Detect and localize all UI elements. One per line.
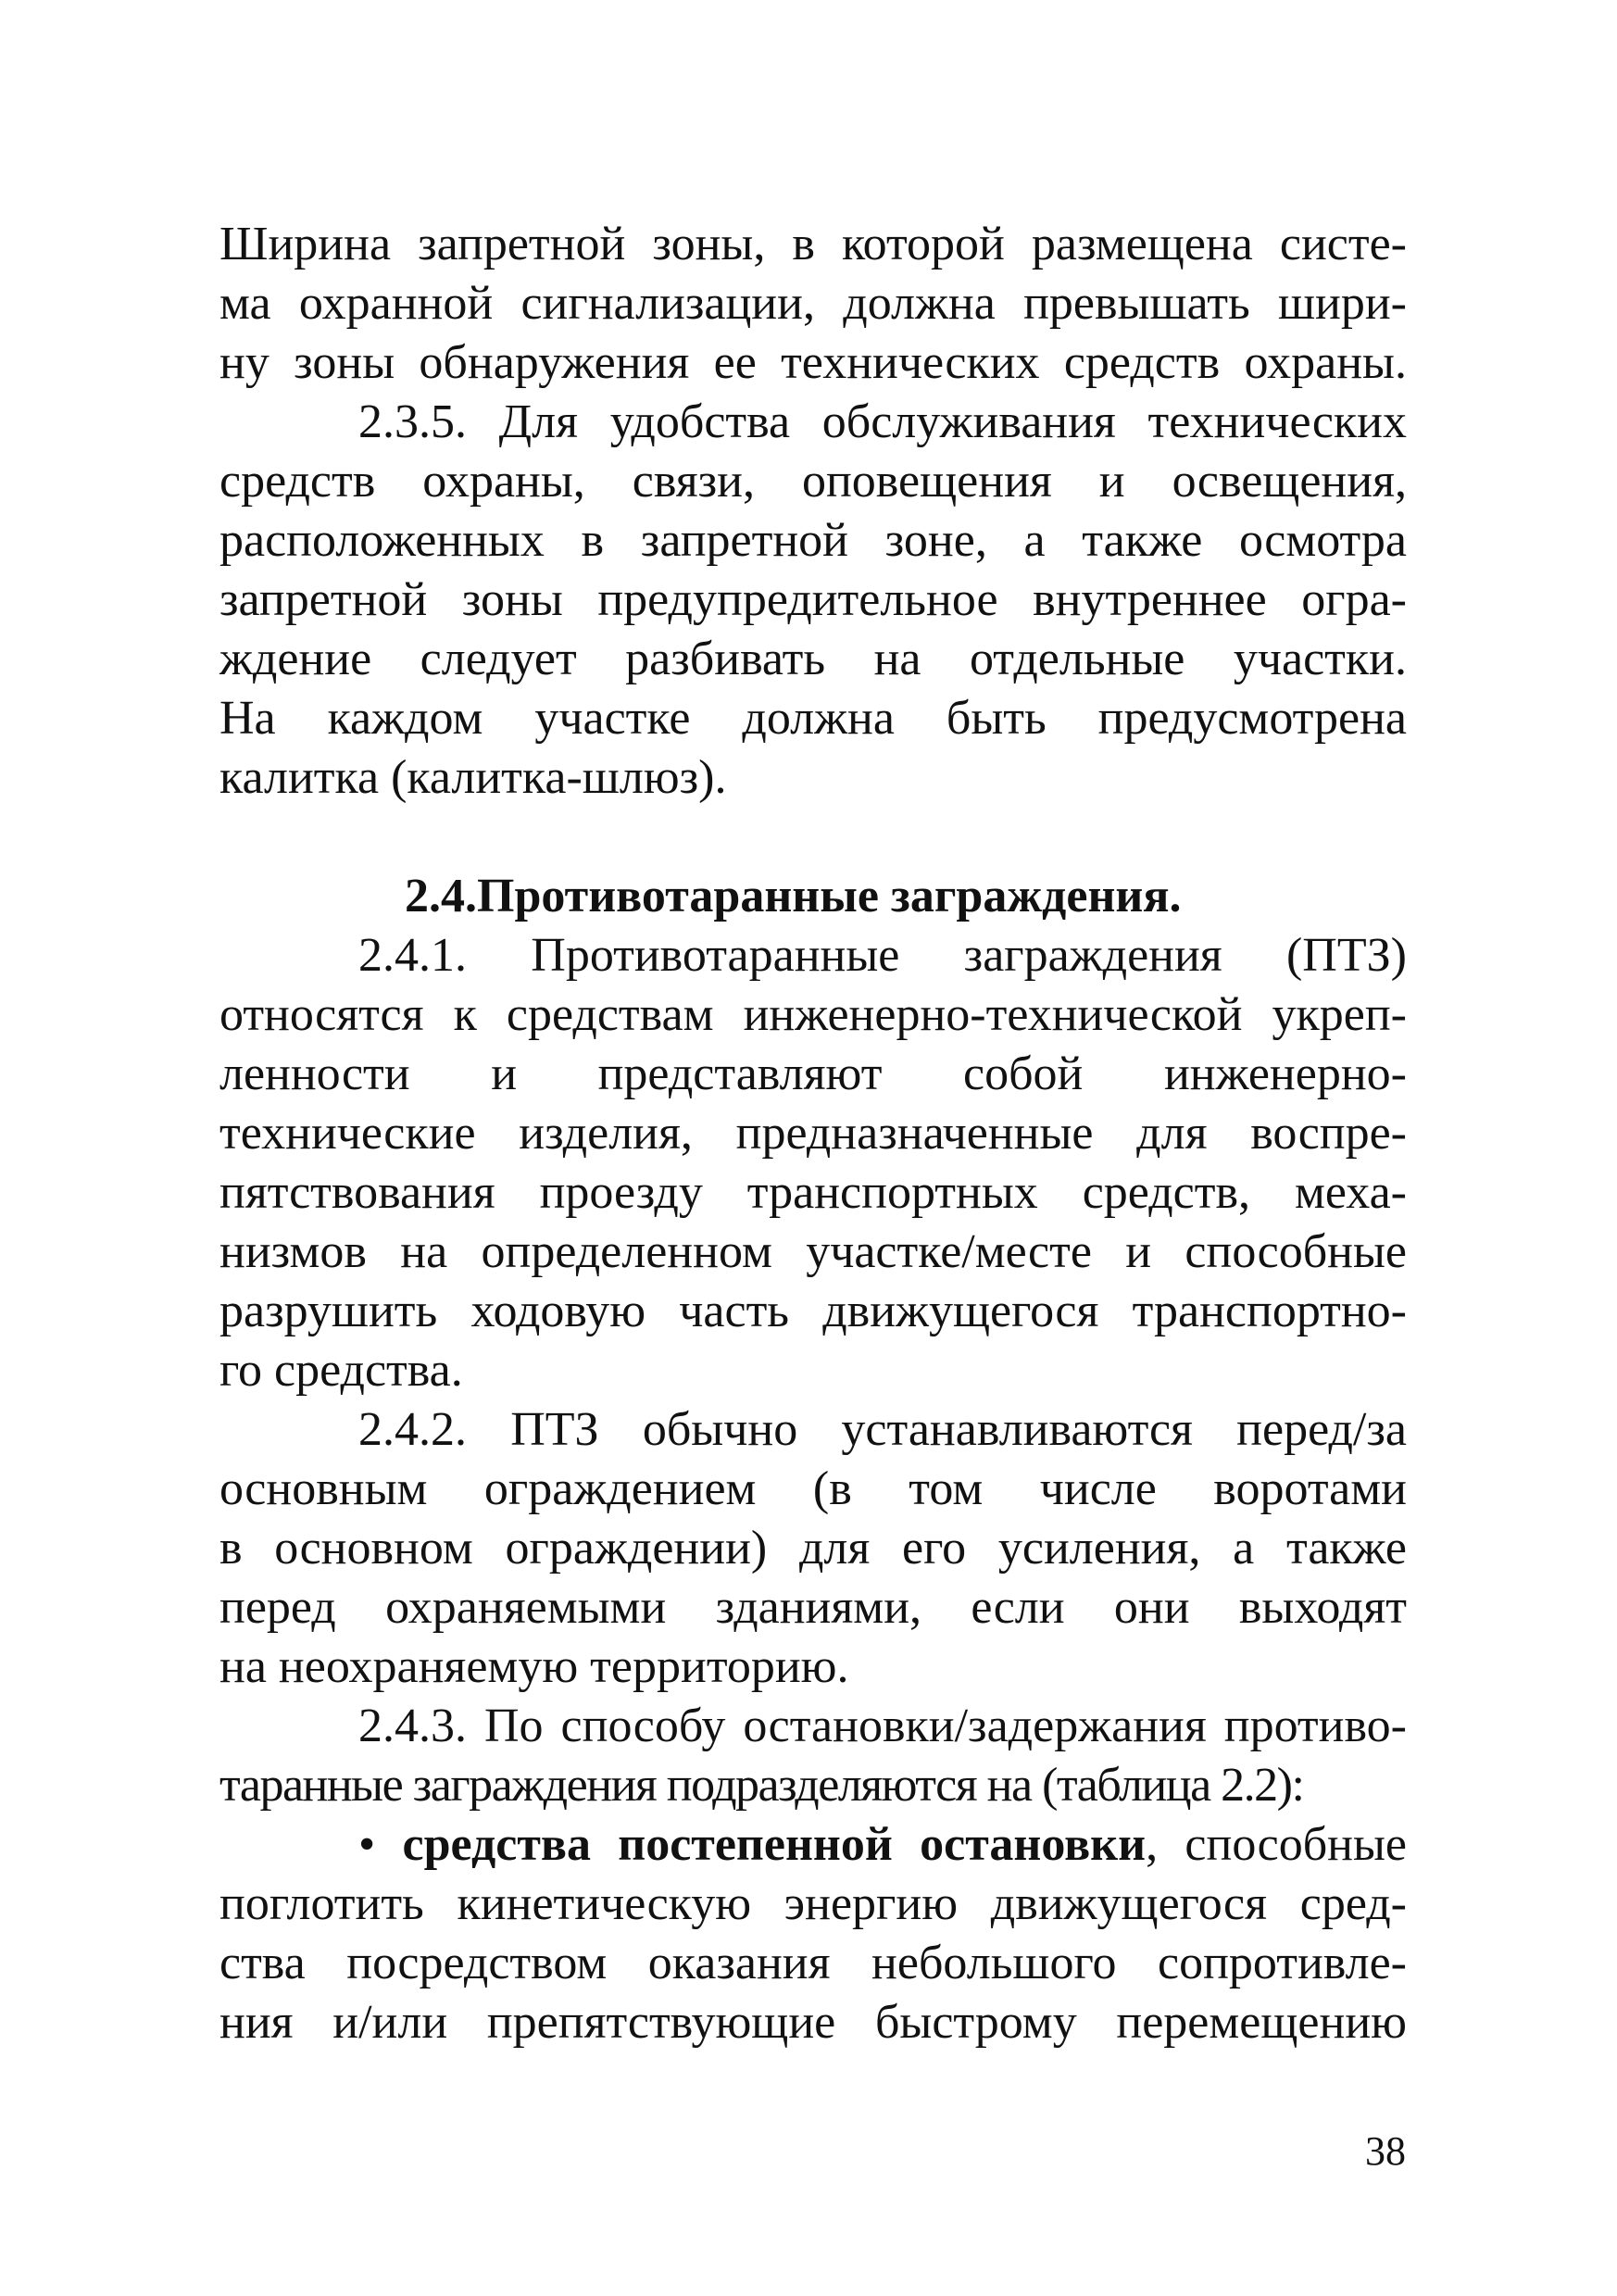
text-line: ма охранной сигнализации, должна превышать шири-: [219, 277, 1407, 330]
text-line: 2.4.3. По способу остановки/задержания противо-: [358, 1700, 1407, 1752]
text-line: го средства.: [219, 1344, 463, 1397]
paragraph-2-3-5: [219, 393, 1407, 808]
text-line: на неохраняемую территорию.: [219, 1640, 849, 1693]
text-line: расположенных в запретной зоне, а также осмотра: [219, 514, 1407, 567]
section-gap: [219, 808, 1407, 867]
text-line: перед охраняемыми зданиями, если они выходят: [219, 1581, 1407, 1634]
text-line: ства посредством оказания небольшого сопротивле-: [219, 1937, 1407, 1989]
paragraph-2-4-1: [219, 926, 1407, 1400]
text-line: поглотить кинетическую энергию движущегося сред-: [219, 1877, 1407, 1930]
text-line: ленности и представляют собой инженерно-: [219, 1048, 1407, 1100]
text-line: пятствования проезду транспортных средств, меха-: [219, 1166, 1407, 1219]
text-line: 2.3.5. Для удобства обслуживания технических: [358, 395, 1407, 448]
page-body: [219, 215, 1407, 2052]
text-line: средств охраны, связи, оповещения и освещения,: [219, 455, 1407, 508]
paragraph-2-4-3: [219, 1697, 1407, 1815]
text-line: 2.4.2. ПТЗ обычно устанавливаются перед/за: [358, 1403, 1407, 1456]
bullet-first-line: [219, 1815, 1407, 1875]
text-line: в основном ограждении) для его усиления, а также: [219, 1522, 1407, 1575]
text-line: 2.4.1. Противотаранные заграждения (ПТЗ): [358, 929, 1407, 982]
bullet-term-rest: , способные: [1146, 1818, 1408, 1871]
text-line: ния и/или препятствующие быстрому перемещению: [219, 1996, 1407, 2049]
text-line: Ширина запретной зоны, в которой размещена систе-: [219, 218, 1407, 270]
text-line: основным ограждением (в том числе воротами: [219, 1462, 1407, 1515]
bullet-marker: •: [358, 1818, 376, 1871]
paragraph-2-4-2: [219, 1400, 1407, 1697]
text-line: таранные заграждения подразделяются на (таблица 2.2):: [219, 1759, 1304, 1812]
section-heading: 2.4.Противотаранные заграждения.: [405, 870, 1182, 922]
text-line: На каждом участке должна быть предусмотрена: [219, 692, 1407, 745]
text-line: ну зоны обнаружения ее технических средств охраны.: [219, 336, 1407, 389]
text-line: ждение следует разбивать на отдельные участки.: [219, 633, 1407, 685]
text-line: запретной зоны предупредительное внутреннее огра-: [219, 573, 1407, 626]
text-line: относятся к средствам инженерно-технической укреп-: [219, 988, 1407, 1041]
text-line: разрушить ходовую часть движущегося транспортно-: [219, 1285, 1407, 1337]
bullet-term: средства постепенной остановки: [402, 1818, 1147, 1871]
paragraph-zone-width: [219, 215, 1407, 393]
page-number: 38: [1365, 2128, 1406, 2174]
bullet-item: [219, 1815, 1407, 2052]
text-line: калитка (калитка-шлюз).: [219, 751, 727, 804]
text-line: технические изделия, предназначенные для воспре-: [219, 1107, 1407, 1160]
text-line: низмов на определенном участке/месте и способные: [219, 1225, 1407, 1278]
